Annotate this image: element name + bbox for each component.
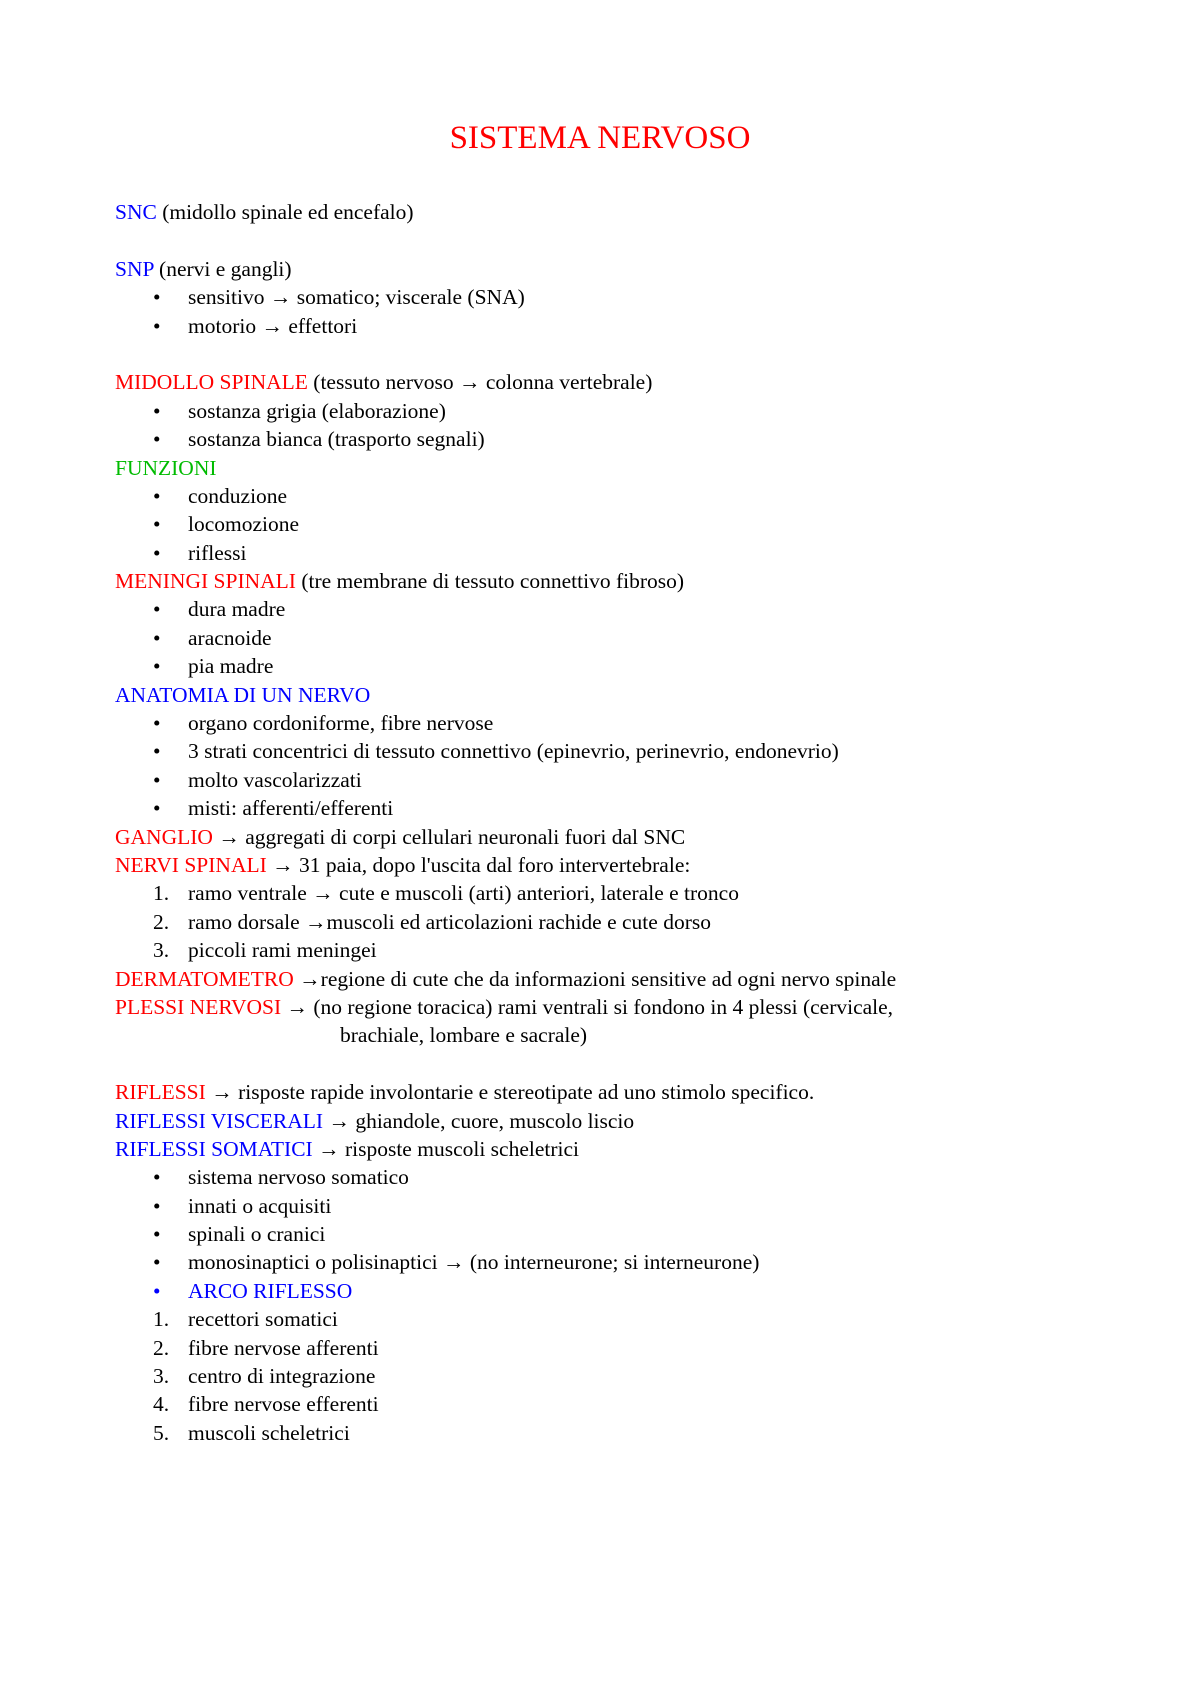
list-item-text: monosinaptici o polisinaptici → (no interneurone; si interneurone): [188, 1250, 760, 1275]
number-marker: 3.: [153, 938, 170, 963]
bullet-icon: •: [153, 767, 161, 792]
bullet-icon: •: [153, 427, 161, 452]
plessi-continuation-text: brachiale, lombare e sacrale): [340, 1023, 588, 1048]
list-item-text: pia madre: [188, 654, 274, 679]
bullet-icon: •: [153, 512, 161, 537]
snp-text: (nervi e gangli): [153, 256, 292, 281]
list-item: [115, 425, 1115, 453]
plessi-continuation: [115, 1021, 1115, 1049]
snc-label: SNC: [115, 200, 157, 224]
bullet-icon: •: [153, 711, 161, 736]
list-item-text: sostanza bianca (trasporto segnali): [188, 427, 485, 452]
dermatometro-label: DERMATOMETRO: [115, 966, 294, 991]
numbered-item: [115, 879, 1115, 907]
bullet-icon: •: [153, 625, 161, 650]
document-body: [115, 198, 1115, 1447]
spacer: [115, 1050, 1115, 1078]
list-item-text: 3 strati concentrici di tessuto connettivo (epinevrio, perinevrio, endonevrio): [188, 739, 839, 764]
page-title: SISTEMA NERVOSO: [449, 120, 751, 156]
list-item: [115, 624, 1115, 652]
numbered-item-text: fibre nervose afferenti: [188, 1335, 379, 1360]
list-item-text: aracnoide: [188, 625, 272, 650]
list-item-text: molto vascolarizzati: [188, 767, 362, 792]
bullet-icon: •: [153, 654, 161, 679]
list-item: [115, 652, 1115, 680]
snp-label: SNP: [115, 256, 154, 281]
list-item-text: conduzione: [188, 483, 288, 508]
plessi-label: PLESSI NERVOSI: [115, 994, 282, 1019]
number-marker: 1.: [153, 1307, 170, 1332]
numbered-item-text: fibre nervose efferenti: [188, 1392, 379, 1417]
list-item-text: sensitivo → somatico; viscerale (SNA): [188, 285, 525, 310]
numbered-item: [115, 1419, 1115, 1447]
list-item: [115, 510, 1115, 538]
list-item-text: spinali o cranici: [188, 1222, 326, 1247]
list-item-text: sostanza grigia (elaborazione): [188, 398, 446, 423]
bullet-icon: •: [153, 1193, 161, 1218]
riflessi-text: → risposte rapide involontarie e stereotipate ad uno stimolo specifico.: [205, 1080, 815, 1105]
dermatometro-line: [115, 965, 1115, 993]
list-item: [115, 595, 1115, 623]
numbered-item: [115, 1334, 1115, 1362]
meningi-text: (tre membrane di tessuto connettivo fibroso): [295, 569, 685, 594]
list-item: [115, 397, 1115, 425]
riflessi-somatici-text: → risposte muscoli scheletrici: [312, 1136, 580, 1161]
bullet-icon: •: [153, 597, 161, 622]
spacer: [115, 340, 1115, 368]
bullet-icon: •: [153, 285, 161, 310]
bullet-icon: •: [153, 398, 161, 423]
funzioni-line: [115, 454, 1115, 482]
list-item-text: locomozione: [188, 512, 300, 537]
ganglio-line: [115, 823, 1115, 851]
list-item-text: riflessi: [188, 540, 247, 565]
list-item: [115, 482, 1115, 510]
bullet-icon: •: [153, 1222, 161, 1247]
list-item: [115, 709, 1115, 737]
list-item: [115, 1248, 1115, 1276]
riflessi-label: RIFLESSI: [115, 1080, 206, 1105]
number-marker: 2.: [153, 909, 170, 934]
riflessi-somatici-label: RIFLESSI SOMATICI: [115, 1136, 313, 1161]
list-item-arco-riflesso: [115, 1277, 1115, 1305]
list-item-text: sistema nervoso somatico: [188, 1165, 409, 1190]
numbered-item-text: piccoli rami meningei: [188, 938, 377, 963]
numbered-item: [115, 936, 1115, 964]
bullet-icon: •: [153, 739, 161, 764]
anatomia-label: ANATOMIA DI UN NERVO: [115, 682, 371, 707]
snp-line: [115, 255, 1115, 283]
list-item-text: organo cordoniforme, fibre nervose: [188, 711, 494, 736]
list-item: [115, 312, 1115, 340]
list-item: [115, 737, 1115, 765]
list-item: [115, 1163, 1115, 1191]
number-marker: 2.: [153, 1335, 170, 1360]
numbered-item: [115, 1305, 1115, 1333]
arco-riflesso-label: ARCO RIFLESSO: [188, 1278, 353, 1303]
list-item-text: motorio → effettori: [188, 313, 358, 338]
bullet-icon: •: [153, 540, 161, 565]
bullet-icon: •: [153, 1278, 161, 1303]
nervi-spinali-line: [115, 851, 1115, 879]
number-marker: 1.: [153, 881, 170, 906]
anatomia-line: [115, 681, 1115, 709]
riflessi-line: [115, 1078, 1115, 1106]
list-item: [115, 794, 1115, 822]
riflessi-somatici-line: [115, 1135, 1115, 1163]
list-item: [115, 766, 1115, 794]
snc-text: (midollo spinale ed encefalo): [156, 200, 414, 224]
bullet-icon: •: [153, 1165, 161, 1190]
numbered-item: [115, 908, 1115, 936]
riflessi-viscerali-text: → ghiandole, cuore, muscolo liscio: [323, 1108, 635, 1133]
numbered-item-text: recettori somatici: [188, 1307, 338, 1332]
numbered-item-text: ramo ventrale → cute e muscoli (arti) anteriori, laterale e tronco: [188, 881, 739, 906]
list-item: [115, 1192, 1115, 1220]
numbered-item-text: muscoli scheletrici: [188, 1420, 350, 1445]
number-marker: 3.: [153, 1364, 170, 1389]
numbered-item: [115, 1362, 1115, 1390]
dermatometro-text: →regione di cute che da informazioni sensitive ad ogni nervo spinale: [293, 966, 897, 991]
plessi-text: → (no regione toracica) rami ventrali si fondono in 4 plessi (cervicale,: [281, 994, 894, 1019]
midollo-text: (tessuto nervoso → colonna vertebrale): [307, 370, 653, 395]
list-item: [115, 283, 1115, 311]
midollo-line: [115, 368, 1115, 396]
bullet-icon: •: [153, 483, 161, 508]
numbered-item-text: centro di integrazione: [188, 1364, 376, 1389]
spacer: [115, 226, 1115, 254]
list-item: [115, 1220, 1115, 1248]
numbered-item-text: ramo dorsale →muscoli ed articolazioni rachide e cute dorso: [188, 909, 711, 934]
list-item-text: innati o acquisiti: [188, 1193, 332, 1218]
number-marker: 4.: [153, 1392, 170, 1417]
number-marker: 5.: [153, 1420, 170, 1445]
list-item: [115, 539, 1115, 567]
snc-line: [115, 198, 1115, 226]
nervi-spinali-text: → 31 paia, dopo l'uscita dal foro intervertebrale:: [266, 852, 691, 877]
riflessi-viscerali-label: RIFLESSI VISCERALI: [115, 1108, 324, 1133]
numbered-item: [115, 1390, 1115, 1418]
bullet-icon: •: [153, 796, 161, 821]
list-item-text: dura madre: [188, 597, 286, 622]
bullet-icon: •: [153, 313, 161, 338]
midollo-label: MIDOLLO SPINALE: [115, 370, 308, 395]
meningi-line: [115, 567, 1115, 595]
funzioni-label: FUNZIONI: [115, 455, 217, 480]
meningi-label: MENINGI SPINALI: [115, 569, 296, 594]
bullet-icon: •: [153, 1250, 161, 1275]
ganglio-label: GANGLIO: [115, 824, 213, 849]
plessi-line: [115, 993, 1115, 1021]
list-item-text: misti: afferenti/efferenti: [188, 796, 394, 821]
nervi-spinali-label: NERVI SPINALI: [115, 852, 267, 877]
riflessi-viscerali-line: [115, 1107, 1115, 1135]
ganglio-text: → aggregati di corpi cellulari neuronali fuori dal SNC: [212, 824, 686, 849]
